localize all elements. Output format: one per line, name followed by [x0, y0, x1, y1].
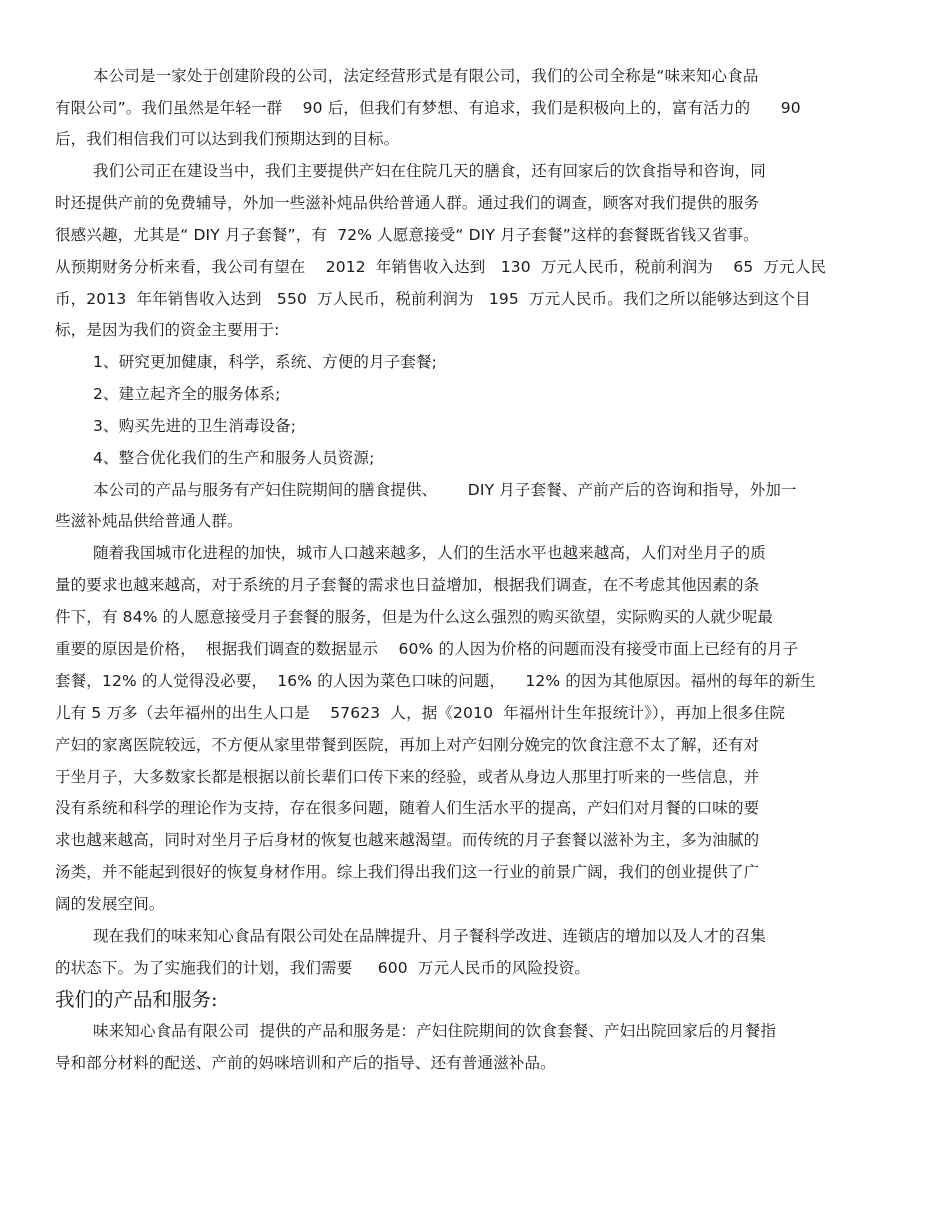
paragraph-line: 重要的原因是价格， 根据我们调查的数据显示 60% 的人因为价格的问题而没有接受市面上已经有的月子 [55, 640, 799, 658]
paragraph-line: 儿有 5 万多（去年福州的出生人口是 57623 人，据《2010 年福州计生年报统计》），再加上很多住院 [55, 704, 786, 722]
list-item: 3、购买先进的卫生消毒设备; [93, 417, 297, 435]
paragraph-line: 导和部分材料的配送、产前的妈咪培训和产后的指导、还有普通滋补品。 [55, 1054, 556, 1072]
section-heading: 我们的产品和服务: [55, 988, 218, 1011]
paragraph-line: 套餐，12% 的人觉得没必要， 16% 的人因为菜色口味的问题， 12% 的因为其他原因。福州的每年的新生 [55, 672, 816, 690]
paragraph-line: 件下，有 84% 的人愿意接受月子套餐的服务，但是为什么这么强烈的购买欲望，实际购买的人就少呢最 [55, 608, 774, 626]
paragraph-line: 产妇的家离医院较远，不方便从家里带餐到医院，再加上对产妇刚分娩完的饮食注意不太了解，还有对 [55, 736, 760, 754]
paragraph-line: 些滋补炖品供给普通人群。 [55, 512, 243, 530]
paragraph-line: 的状态下。为了实施我们的计划，我们需要 600 万元人民币的风险投资。 [55, 959, 591, 977]
paragraph-line: 阔的发展空间。 [55, 895, 165, 913]
paragraph-line: 从预期财务分析来看，我公司有望在 2012 年销售收入达到 130 万元人民币，税前利润为 65 万元人民 [55, 258, 827, 276]
paragraph-line: 于坐月子，大多数家长都是根据以前长辈们口传下来的经验，或者从身边人那里打听来的一些信息，并 [55, 768, 760, 786]
paragraph-line: 随着我国城市化进程的加快，城市人口越来越多，人们的生活水平也越来越高，人们对坐月子的质 [93, 544, 766, 562]
paragraph-line: 后，我们相信我们可以达到我们预期达到的目标。 [55, 130, 400, 148]
paragraph-line: 汤类，并不能起到很好的恢复身材作用。综上我们得出我们这一行业的前景广阔，我们的创业提供了广 [55, 863, 760, 881]
paragraph-line: 我们公司正在建设当中，我们主要提供产妇在住院几天的膳食，还有回家后的饮食指导和咨询，同 [93, 162, 766, 180]
paragraph-line: 没有系统和科学的理论作为支持，存在很多问题，随着人们生活水平的提高，产妇们对月餐的口味的要 [55, 799, 760, 817]
list-item: 1、研究更加健康，科学，系统、方便的月子套餐; [93, 353, 438, 371]
paragraph-line: 味来知心食品有限公司 提供的产品和服务是：产妇住院期间的饮食套餐、产妇出院回家后的月餐指 [93, 1022, 777, 1040]
list-item: 4、整合优化我们的生产和服务人员资源; [93, 449, 375, 467]
paragraph-line: 标，是因为我们的资金主要用于: [55, 321, 280, 339]
paragraph-line: 时还提供产前的免费辅导，外加一些滋补炖品供给普通人群。通过我们的调查，顾客对我们提供的服务 [55, 194, 760, 212]
paragraph-line: 本公司是一家处于创建阶段的公司，法定经营形式是有限公司，我们的公司全称是“味来知心食品 [93, 67, 759, 85]
list-item: 2、建立起齐全的服务体系; [93, 385, 281, 403]
paragraph-line: 很感兴趣，尤其是“ DIY 月子套餐”，有 72% 人愿意接受“ DIY 月子套餐”这样的套餐既省钱又省事。 [55, 226, 759, 244]
paragraph-line: 求也越来越高，同时对坐月子后身材的恢复也越来越渴望。而传统的月子套餐以滋补为主，多为油腻的 [55, 831, 760, 849]
paragraph-line: 本公司的产品与服务有产妇住院期间的膳食提供、 DIY 月子套餐、产前产后的咨询和指导，外加一 [93, 481, 797, 499]
paragraph-line: 量的要求也越来越高，对于系统的月子套餐的需求也日益增加，根据我们调查，在不考虑其他因素的条 [55, 576, 760, 594]
paragraph-line: 现在我们的味来知心食品有限公司处在品牌提升、月子餐科学改进、连锁店的增加以及人才的召集 [93, 927, 766, 945]
paragraph-line: 有限公司”。我们虽然是年轻一群 90 后，但我们有梦想、有追求，我们是积极向上的，富有活力的 90 [55, 99, 801, 117]
paragraph-line: 币，2013 年年销售收入达到 550 万人民币，税前利润为 195 万元人民币。我们之所以能够达到这个目 [55, 290, 811, 308]
